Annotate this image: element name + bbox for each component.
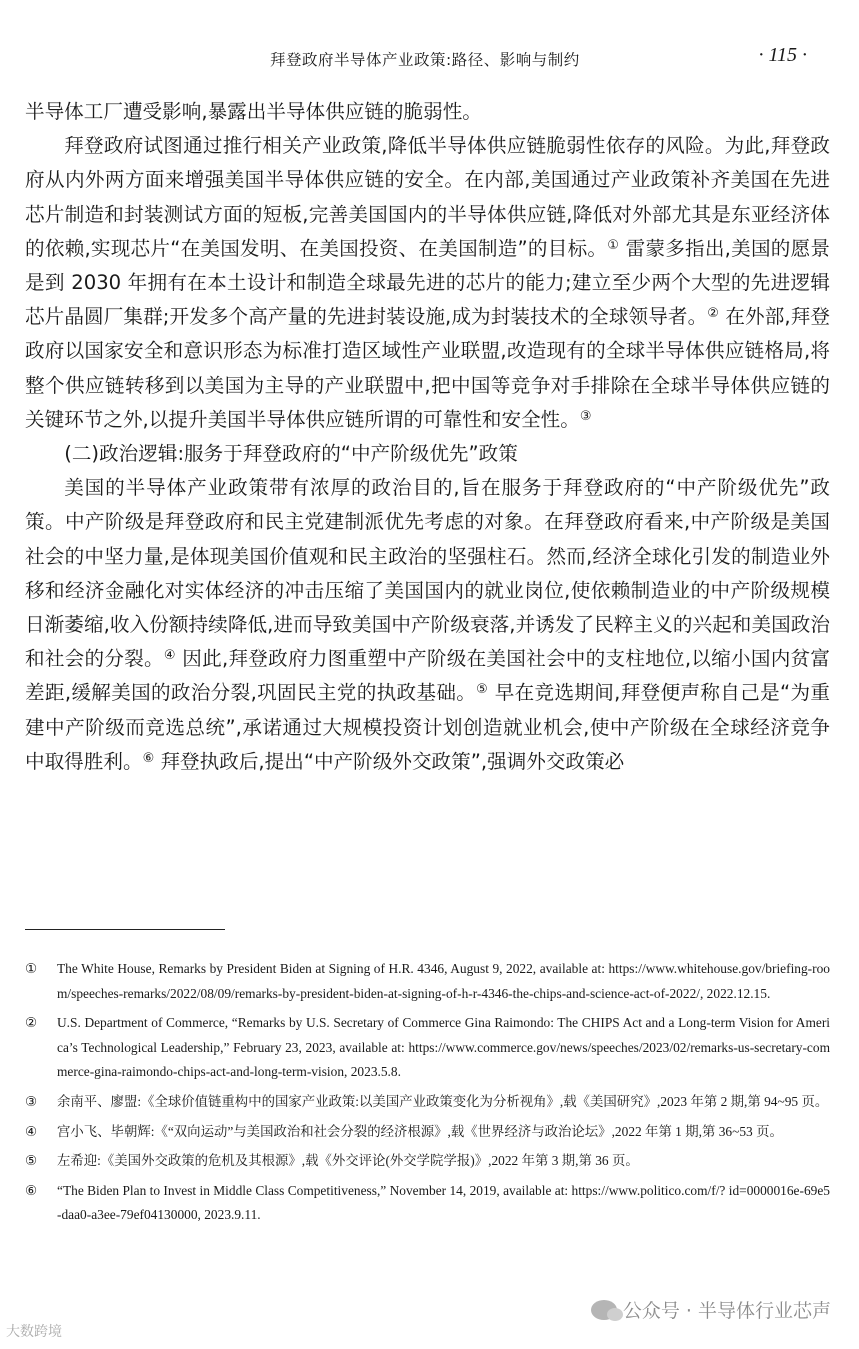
footnote-text: The White House, Remarks by President Biden at Signing of H.R. 4346, August 9, 2022, available at: https://www.whitehouse.gov/briefing-room/speeches-remarks/2022/08/09/remarks-by-president-biden-at-signing-of-h-r-4346-the-chips-and-science-act-of-2022/, 2022.12.15. [57,961,830,1001]
footnote-item [25,957,830,1006]
paragraph-1: 半导体工厂遭受影响,暴露出半导体供应链的脆弱性。 [25,100,482,123]
footnote-mark: ① [25,961,38,976]
footnote-mark: ⑤ [25,1153,38,1169]
footnote-text: “The Biden Plan to Invest in Middle Class Competitiveness,” November 14, 2019, available at: https://www.politico.com/f/? id=0000016e-69e5-daa0-a3ee-79ef04130000, 2023.9.11. [57,1182,830,1223]
footnote-mark: ④ [25,1123,38,1139]
main-body [25,95,830,779]
footnote-mark: ③ [25,1093,38,1109]
footnote-mark: ② [25,1015,38,1031]
footnote-divider [25,929,225,930]
footnote-ref-1[interactable]: ① [607,237,620,253]
footnotes [25,957,830,1233]
footnote-item [25,1149,830,1174]
footnote-ref-5[interactable]: ⑤ [476,682,489,698]
footnote-item [25,1179,830,1228]
footnote-text: U.S. Department of Commerce, “Remarks by U.S. Secretary of Commerce Gina Raimondo: The CHIPS Act and a Long-term Vision for America’s Technological Leadership,” February 23, 2023, available at: https://www.commerce.gov/news/speeches/2023/02/remarks-us-secretary-commerce-gina-raimondo-chips-act-and-long-term-vision, 2023.5.8. [57,1015,830,1080]
footnote-ref-2[interactable]: ② [707,306,720,322]
watermark-text: 公众号 · 半导体行业芯声 [622,1300,831,1322]
footnote-item [25,1011,830,1085]
footnote-ref-4[interactable]: ④ [163,648,176,664]
paragraph-2: 拜登政府试图通过推行相关产业政策,降低半导体供应链脆弱性依存的风险。为此,拜登政府从内外两方面来增强美国半导体供应链的安全。在内部,美国通过产业政策补齐美国在先进芯片制造和封装测试方面的短板,完善美国国内的半导体供应链,降低对外部尤其是东亚经济体的依赖,实现芯片“在美国发明、在美国投资、在美国制造”的目标。① 雷蒙多指出,美国的愿景是到 2030 年拥有在本土设计和制造全球最先进的芯片的能力;建立至少两个大型的先进逻辑芯片晶圆厂集群;开发多个高产量的先进封装设施,成为封装技术的全球领导者。② 在外部,拜登政府以国家安全和意识形态为标准打造区域性产业联盟,改造现有的全球半导体供应链格局,将整个供应链转移到以美国为主导的产业联盟中,把中国等竞争对手排除在全球半导体供应链的关键环节之外,以提升美国半导体供应链所谓的可靠性和安全性。③ [25,134,831,431]
page-header [0,44,859,74]
section-heading: (二)政治逻辑:服务于拜登政府的“中产阶级优先”政策 [64,442,518,466]
wechat-watermark [591,1296,831,1323]
wechat-icon [591,1300,617,1320]
footnote-ref-6[interactable]: ⑥ [142,750,155,766]
footnote-item [25,1120,830,1145]
footnote-text: 余南平、廖盟:《全球价值链重构中的国家产业政策:以美国产业政策变化为分析视角》,载《美国研究》,2023 年第 2 期,第 94~95 页。 [57,1093,829,1109]
running-title: 拜登政府半导体产业政策:路径、影响与制约 [270,51,580,69]
corner-logo [6,1321,62,1341]
footnote-ref-3[interactable]: ③ [579,408,592,424]
paragraph-3: 美国的半导体产业政策带有浓厚的政治目的,旨在服务于拜登政府的“中产阶级优先”政策。中产阶级是拜登政府和民主党建制派优先考虑的对象。在拜登政府看来,中产阶级是美国社会的中坚力量,是体现美国价值观和民主政治的坚强柱石。然而,经济全球化引发的制造业外移和经济金融化对实体经济的冲击压缩了美国国内的就业岗位,使依赖制造业的中产阶级规模日渐萎缩,收入份额持续降低,进而导致美国中产阶级衰落,并诱发了民粹主义的兴起和美国政治和社会的分裂。④ 因此,拜登政府力图重塑中产阶级在美国社会中的支柱地位,以缩小国内贫富差距,缓解美国的政治分裂,巩固民主党的执政基础。⑤ 早在竞选期间,拜登便声称自己是“为重建中产阶级而竞选总统”,承诺通过大规模投资计划创造就业机会,使中产阶级在全球经济竞争中取得胜利。⑥ 拜登执政后,提出“中产阶级外交政策”,强调外交政策必 [25,476,830,773]
page-number: · 115 · [758,44,807,66]
footnote-item [25,1090,830,1115]
corner-logo-text: 大数跨境 [6,1324,62,1340]
footnote-text: 宫小飞、毕朝辉:《“双向运动”与美国政治和社会分裂的经济根源》,载《世界经济与政治论坛》,2022 年第 1 期,第 36~53 页。 [57,1123,783,1139]
footnote-text: 左希迎:《美国外交政策的危机及其根源》,载《外交评论(外交学院学报)》,2022 年第 3 期,第 36 页。 [57,1153,639,1169]
footnote-mark: ⑥ [25,1182,38,1198]
